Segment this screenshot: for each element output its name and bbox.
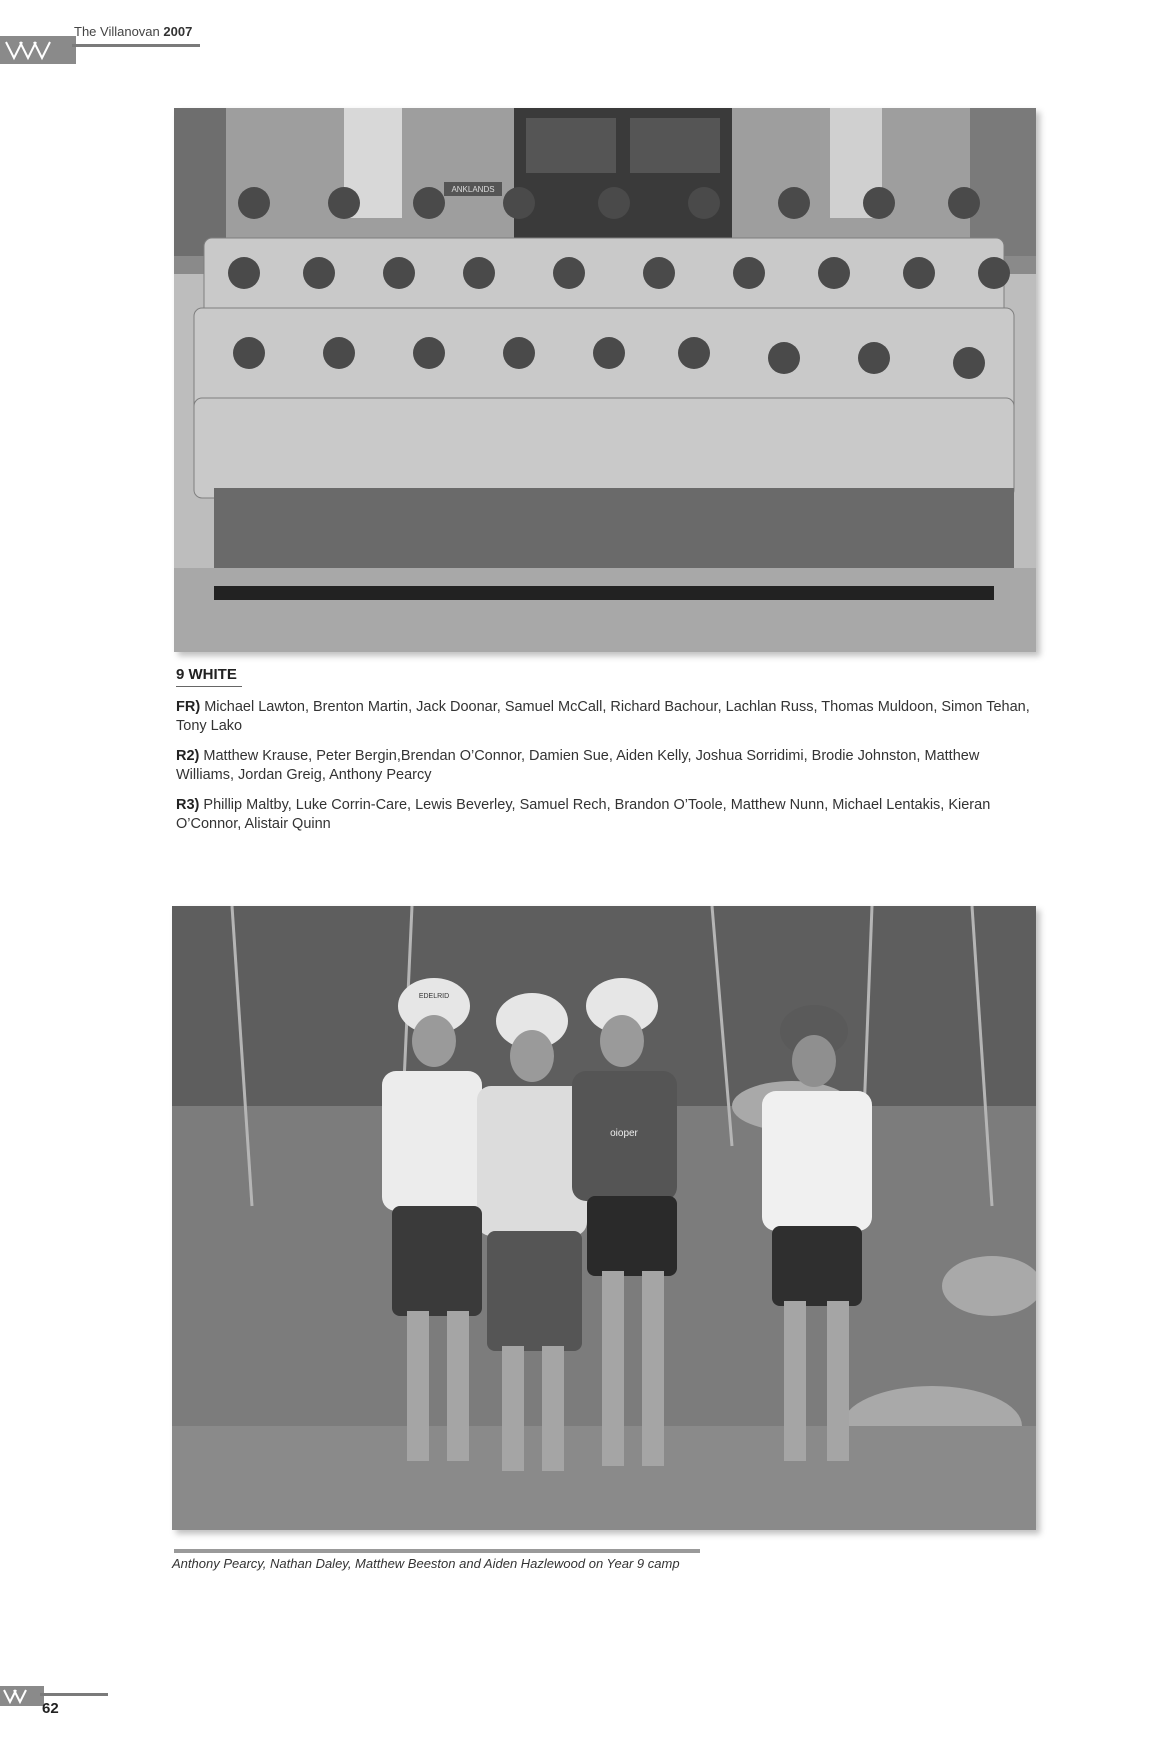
class-title-rule	[176, 686, 242, 687]
publication-year: 2007	[163, 24, 193, 39]
footer-logo	[0, 1686, 44, 1706]
row-label: R2)	[176, 748, 200, 764]
row-names-text: Matthew Krause, Peter Bergin,Brendan O’Connor, Damien Sue, Aiden Kelly, Joshua Sorridimi, Brodie Johnston, Matthew Williams, Jordan Greig, Anthony Pearcy	[176, 748, 980, 783]
header-logo	[0, 36, 76, 64]
header-rule	[72, 44, 200, 47]
camp-caption-rule	[174, 1549, 700, 1553]
class-group-photo-image	[174, 108, 1036, 652]
row-label: FR)	[176, 699, 201, 715]
header-title	[74, 24, 192, 39]
publication-name: The Villanovan	[74, 24, 160, 39]
camp-photo-caption: Anthony Pearcy, Nathan Daley, Matthew Beeston and Aiden Hazlewood on Year 9 camp	[172, 1556, 680, 1571]
row-names-text: Michael Lawton, Brenton Martin, Jack Doonar, Samuel McCall, Richard Bachour, Lachlan Russ, Thomas Muldoon, Simon Tehan, Tony Lako	[176, 699, 1030, 734]
class-group-photo	[174, 108, 1036, 652]
logo-mark-icon	[0, 36, 76, 64]
row-names-text: Phillip Maltby, Luke Corrin-Care, Lewis Beverley, Samuel Rech, Brandon O’Toole, Matthew Nunn, Michael Lentakis, Kieran O’Connor, Alistair Quinn	[176, 797, 991, 832]
helmet-brand-label: EDELRID	[418, 993, 450, 1000]
camp-photo-image	[172, 906, 1036, 1530]
building-sign: ANKLANDS	[451, 185, 495, 194]
camp-photo	[172, 906, 1036, 1530]
row-two-names	[176, 747, 1036, 785]
logo-mark-icon	[0, 1686, 44, 1706]
row-three-names	[176, 796, 1036, 834]
row-label: R3)	[176, 797, 200, 813]
front-row-names	[176, 698, 1036, 736]
class-title: 9 WHITE	[176, 666, 237, 683]
shirt-print-text: oioper	[610, 1128, 638, 1139]
page-number: 62	[42, 1700, 59, 1717]
footer-rule	[40, 1693, 108, 1696]
